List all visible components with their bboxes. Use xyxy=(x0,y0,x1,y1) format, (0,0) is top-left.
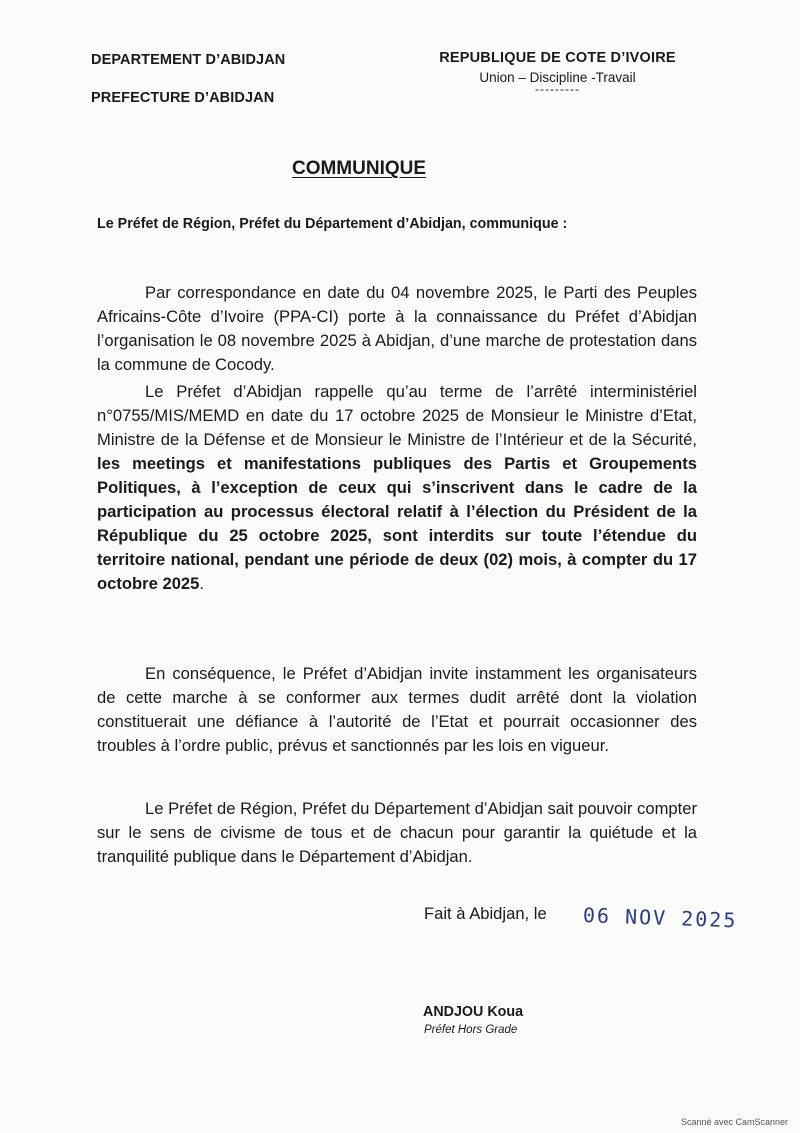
paragraph-4: Le Préfet de Région, Préfet du Département d’Abidjan sait pouvoir compter sur le sens de civisme de tous et de chacun pour garantir la quiétude et la tranquilité publique dans le Département d’Abidjan. xyxy=(97,799,697,866)
department-label: DEPARTEMENT D’ABIDJAN xyxy=(91,52,286,68)
paragraph-2-regular: Le Préfet d’Abidjan rappelle qu’au terme de l’arrêté interministériel n°0755/MIS/MEMD en date du 17 octobre 2025 de Monsieur le Ministre d’Etat, Ministre de la Défense et de Monsieur le Ministre de l’Intérieur et de la Sécurité, xyxy=(97,382,697,449)
paragraph-2-bold: les meetings et manifestations publiques des Partis et Groupements Politiques, à l’exception de ceux qui s’inscrivent dans le cadre de la participation au processus électoral relatif à l’élection du Président de la République du 25 octobre 2025, sont interdits sur toute l’étendue du territoire national, pendant une période de deux (02) mois, à compter du 17 octobre 2025 xyxy=(97,454,697,593)
signatory-rank: Préfet Hors Grade xyxy=(424,1024,518,1036)
signatory-name: ANDJOU Koua xyxy=(423,1004,524,1020)
country-name: REPUBLIQUE DE COTE D’IVOIRE xyxy=(439,50,676,66)
national-motto: Union – Discipline -Travail xyxy=(479,70,636,85)
date-stamp: 06 NOV 2025 xyxy=(582,903,738,933)
header-separator: --------- xyxy=(535,82,580,96)
signature-block xyxy=(423,1004,523,1036)
intro-line: Le Préfet de Région, Préfet du Département d’Abidjan, communique : xyxy=(97,216,568,232)
paragraph-2-end: . xyxy=(199,574,204,593)
place-date-line: Fait à Abidjan, le xyxy=(424,904,547,923)
prefecture-label: PREFECTURE D’ABIDJAN xyxy=(91,90,275,106)
paragraph-3: En conséquence, le Préfet d’Abidjan invite instamment les organisateurs de cette marche à se conformer aux termes dudit arrêté dont la violation constituerait une défiance à l’autorité de l’Etat et pourrait occasionner des troubles à l’ordre public, prévus et sanctionnés par les lois en vigueur. xyxy=(97,664,697,755)
scanner-watermark: Scanné avec CamScanner xyxy=(680,1117,788,1127)
paragraph-2 xyxy=(97,380,697,596)
header-right xyxy=(420,50,695,96)
document-title: COMMUNIQUE xyxy=(291,158,427,179)
header-left xyxy=(91,52,285,128)
paragraph-1: Par correspondance en date du 04 novembre 2025, le Parti des Peuples Africains-Côte d’Ivoire (PPA-CI) porte à la connaissance du Préfet d’Abidjan l’organisation le 08 novembre 2025 à Abidjan, d’une marche de protestation dans la commune de Cocody. xyxy=(97,283,697,374)
